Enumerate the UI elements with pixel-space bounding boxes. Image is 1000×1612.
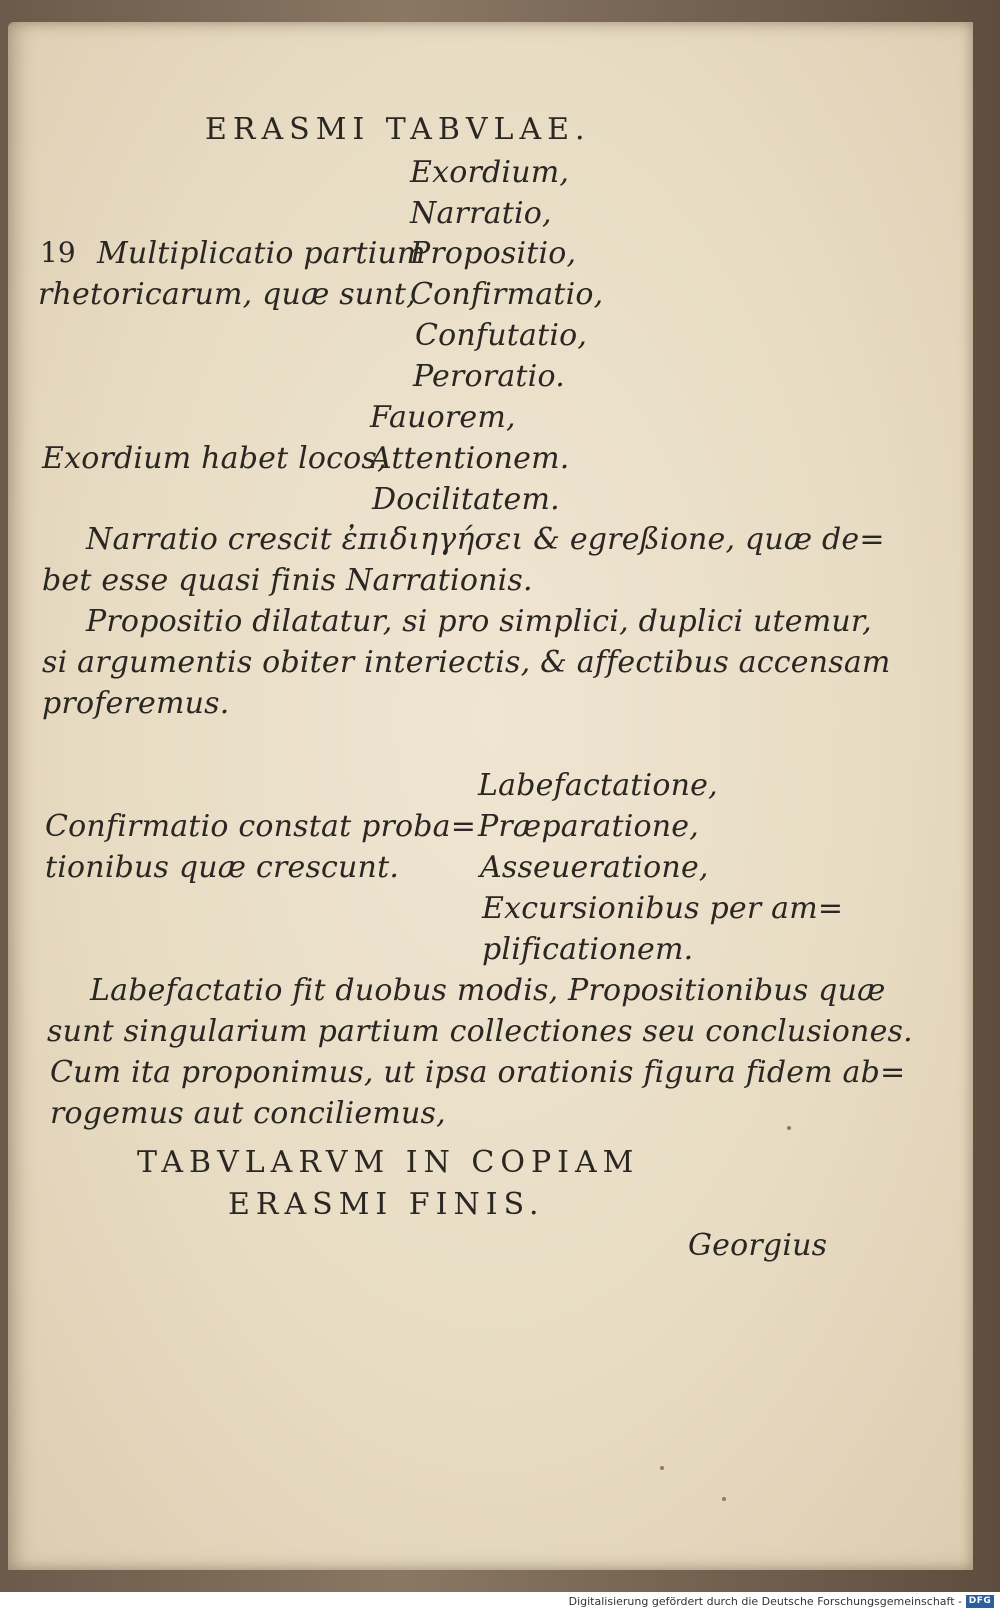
part-peroratio: Peroratio. [413,359,565,394]
narratio-line-2: bet esse quasi finis Narrationis. [42,563,533,598]
confirmatio-item-4: Excursionibus per am= [482,891,844,926]
locus-fauorem: Fauorem, [370,400,516,435]
labefactatio-line-1: Labefactatio fit duobus modis, Propositionibus quæ [90,973,886,1008]
part-exordium: Exordium, [410,155,570,190]
paper-speck [722,1497,726,1501]
confirmatio-item-3: Asseueratione, [480,850,709,885]
labefactatio-line-2: sunt singularium partium collectiones seu conclusiones. [47,1014,913,1049]
dfg-logo: DFG [966,1595,994,1608]
left-col-line-1: Multiplicatio partium [97,236,426,271]
exordium-label: Exordium habet locos, [42,441,387,476]
labefactatio-line-3: Cum ita proponimus, ut ipsa orationis figura fidem ab= [50,1055,906,1090]
catchword: Georgius [688,1228,828,1263]
propositio-line-3: proferemus. [42,686,230,721]
finis-line-1: TABVLARVM IN COPIAM [137,1145,640,1180]
confirmatio-left-2: tionibus quæ crescunt. [45,850,400,885]
paper-speck [787,1126,791,1130]
part-narratio: Narratio, [410,196,552,231]
item-number: 19 [40,236,76,269]
part-confutatio: Confutatio, [415,318,588,353]
paper-speck [660,1466,664,1470]
labefactatio-line-4: rogemus aut conciliemus, [50,1096,446,1131]
narratio-line-1: Narratio crescit ἐπιδιηγήσει & egreßione, quæ de= [86,522,885,557]
finis-line-2: ERASMI FINIS. [228,1187,545,1222]
confirmatio-item-1: Labefactatione, [478,768,718,803]
part-confirmatio: Confirmatio, [410,277,604,312]
part-propositio: Propositio, [410,236,577,271]
confirmatio-left-1: Confirmatio constat proba= [45,809,477,844]
locus-attentionem: Attentionem. [370,441,570,476]
digitization-footer [0,1592,1000,1612]
confirmatio-item-2: Præparatione, [478,809,699,844]
running-heading: ERASMI TABVLAE. [205,112,591,147]
left-col-line-2: rhetoricarum, quæ sunt, [38,277,416,312]
funding-credit: Digitalisierung gefördert durch die Deutsche Forschungsgemeinschaft - [568,1595,962,1608]
propositio-line-1: Propositio dilatatur, si pro simplici, duplici utemur, [86,604,872,639]
locus-docilitatem: Docilitatem. [372,482,560,517]
propositio-line-2: si argumentis obiter interiectis, & affectibus accensam [42,645,891,680]
confirmatio-item-5: plificationem. [482,932,694,967]
